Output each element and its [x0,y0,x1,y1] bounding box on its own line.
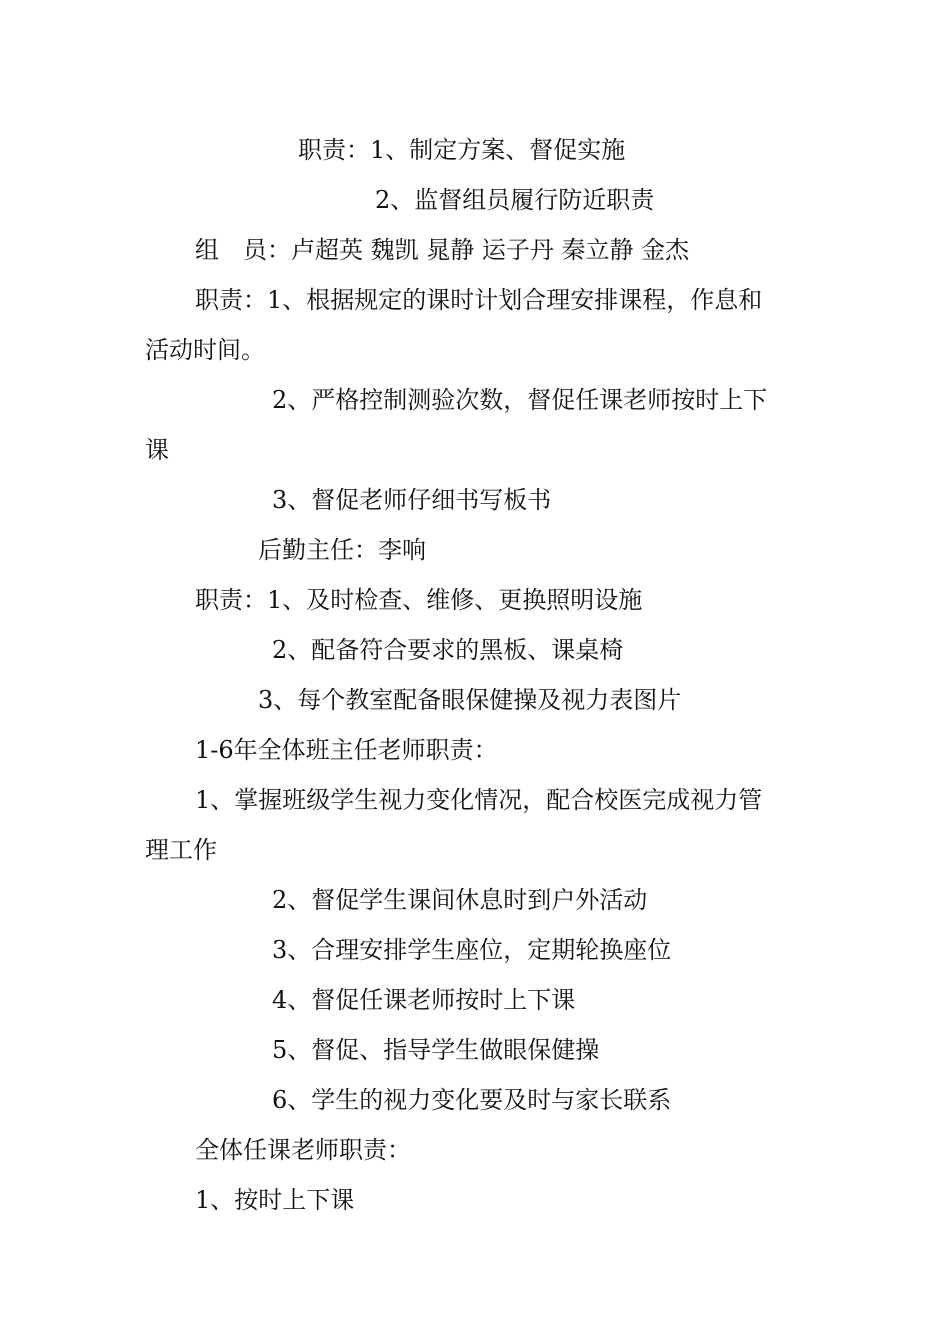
text-line-4: 职责：1、根据规定的课时计划合理安排课程，作息和 [195,286,763,314]
text-line-2: 2、监督组员履行防近职责 [375,186,655,214]
text-line-15: 理工作 [145,836,217,864]
text-line-1: 职责：1、制定方案、督促实施 [298,136,626,164]
text-line-14: 1、掌握班级学生视力变化情况，配合校医完成视力管 [195,786,763,814]
text-line-7: 课 [145,436,169,464]
text-line-21: 全体任课老师职责： [195,1136,411,1164]
text-line-9: 后勤主任：李响 [258,536,426,564]
text-line-22: 1、按时上下课 [195,1186,355,1214]
text-line-17: 3、合理安排学生座位，定期轮换座位 [272,936,672,964]
text-line-6: 2、严格控制测验次数，督促任课老师按时上下 [272,386,768,414]
text-line-16: 2、督促学生课间休息时到户外活动 [272,886,648,914]
text-line-3: 组 员：卢超英 魏凯 晁静 运子丹 秦立静 金杰 [195,236,690,264]
text-line-10: 职责：1、及时检查、维修、更换照明设施 [195,586,643,614]
text-line-5: 活动时间。 [145,336,265,364]
text-line-18: 4、督促任课老师按时上下课 [272,986,576,1014]
text-line-12: 3、每个教室配备眼保健操及视力表图片 [258,686,682,714]
text-line-8: 3、督促老师仔细书写板书 [272,486,552,514]
text-line-11: 2、配备符合要求的黑板、课桌椅 [272,636,624,664]
text-line-13: 1-6年全体班主任老师职责： [195,736,498,764]
text-line-19: 5、督促、指导学生做眼保健操 [272,1036,600,1064]
text-line-20: 6、学生的视力变化要及时与家长联系 [272,1086,672,1114]
